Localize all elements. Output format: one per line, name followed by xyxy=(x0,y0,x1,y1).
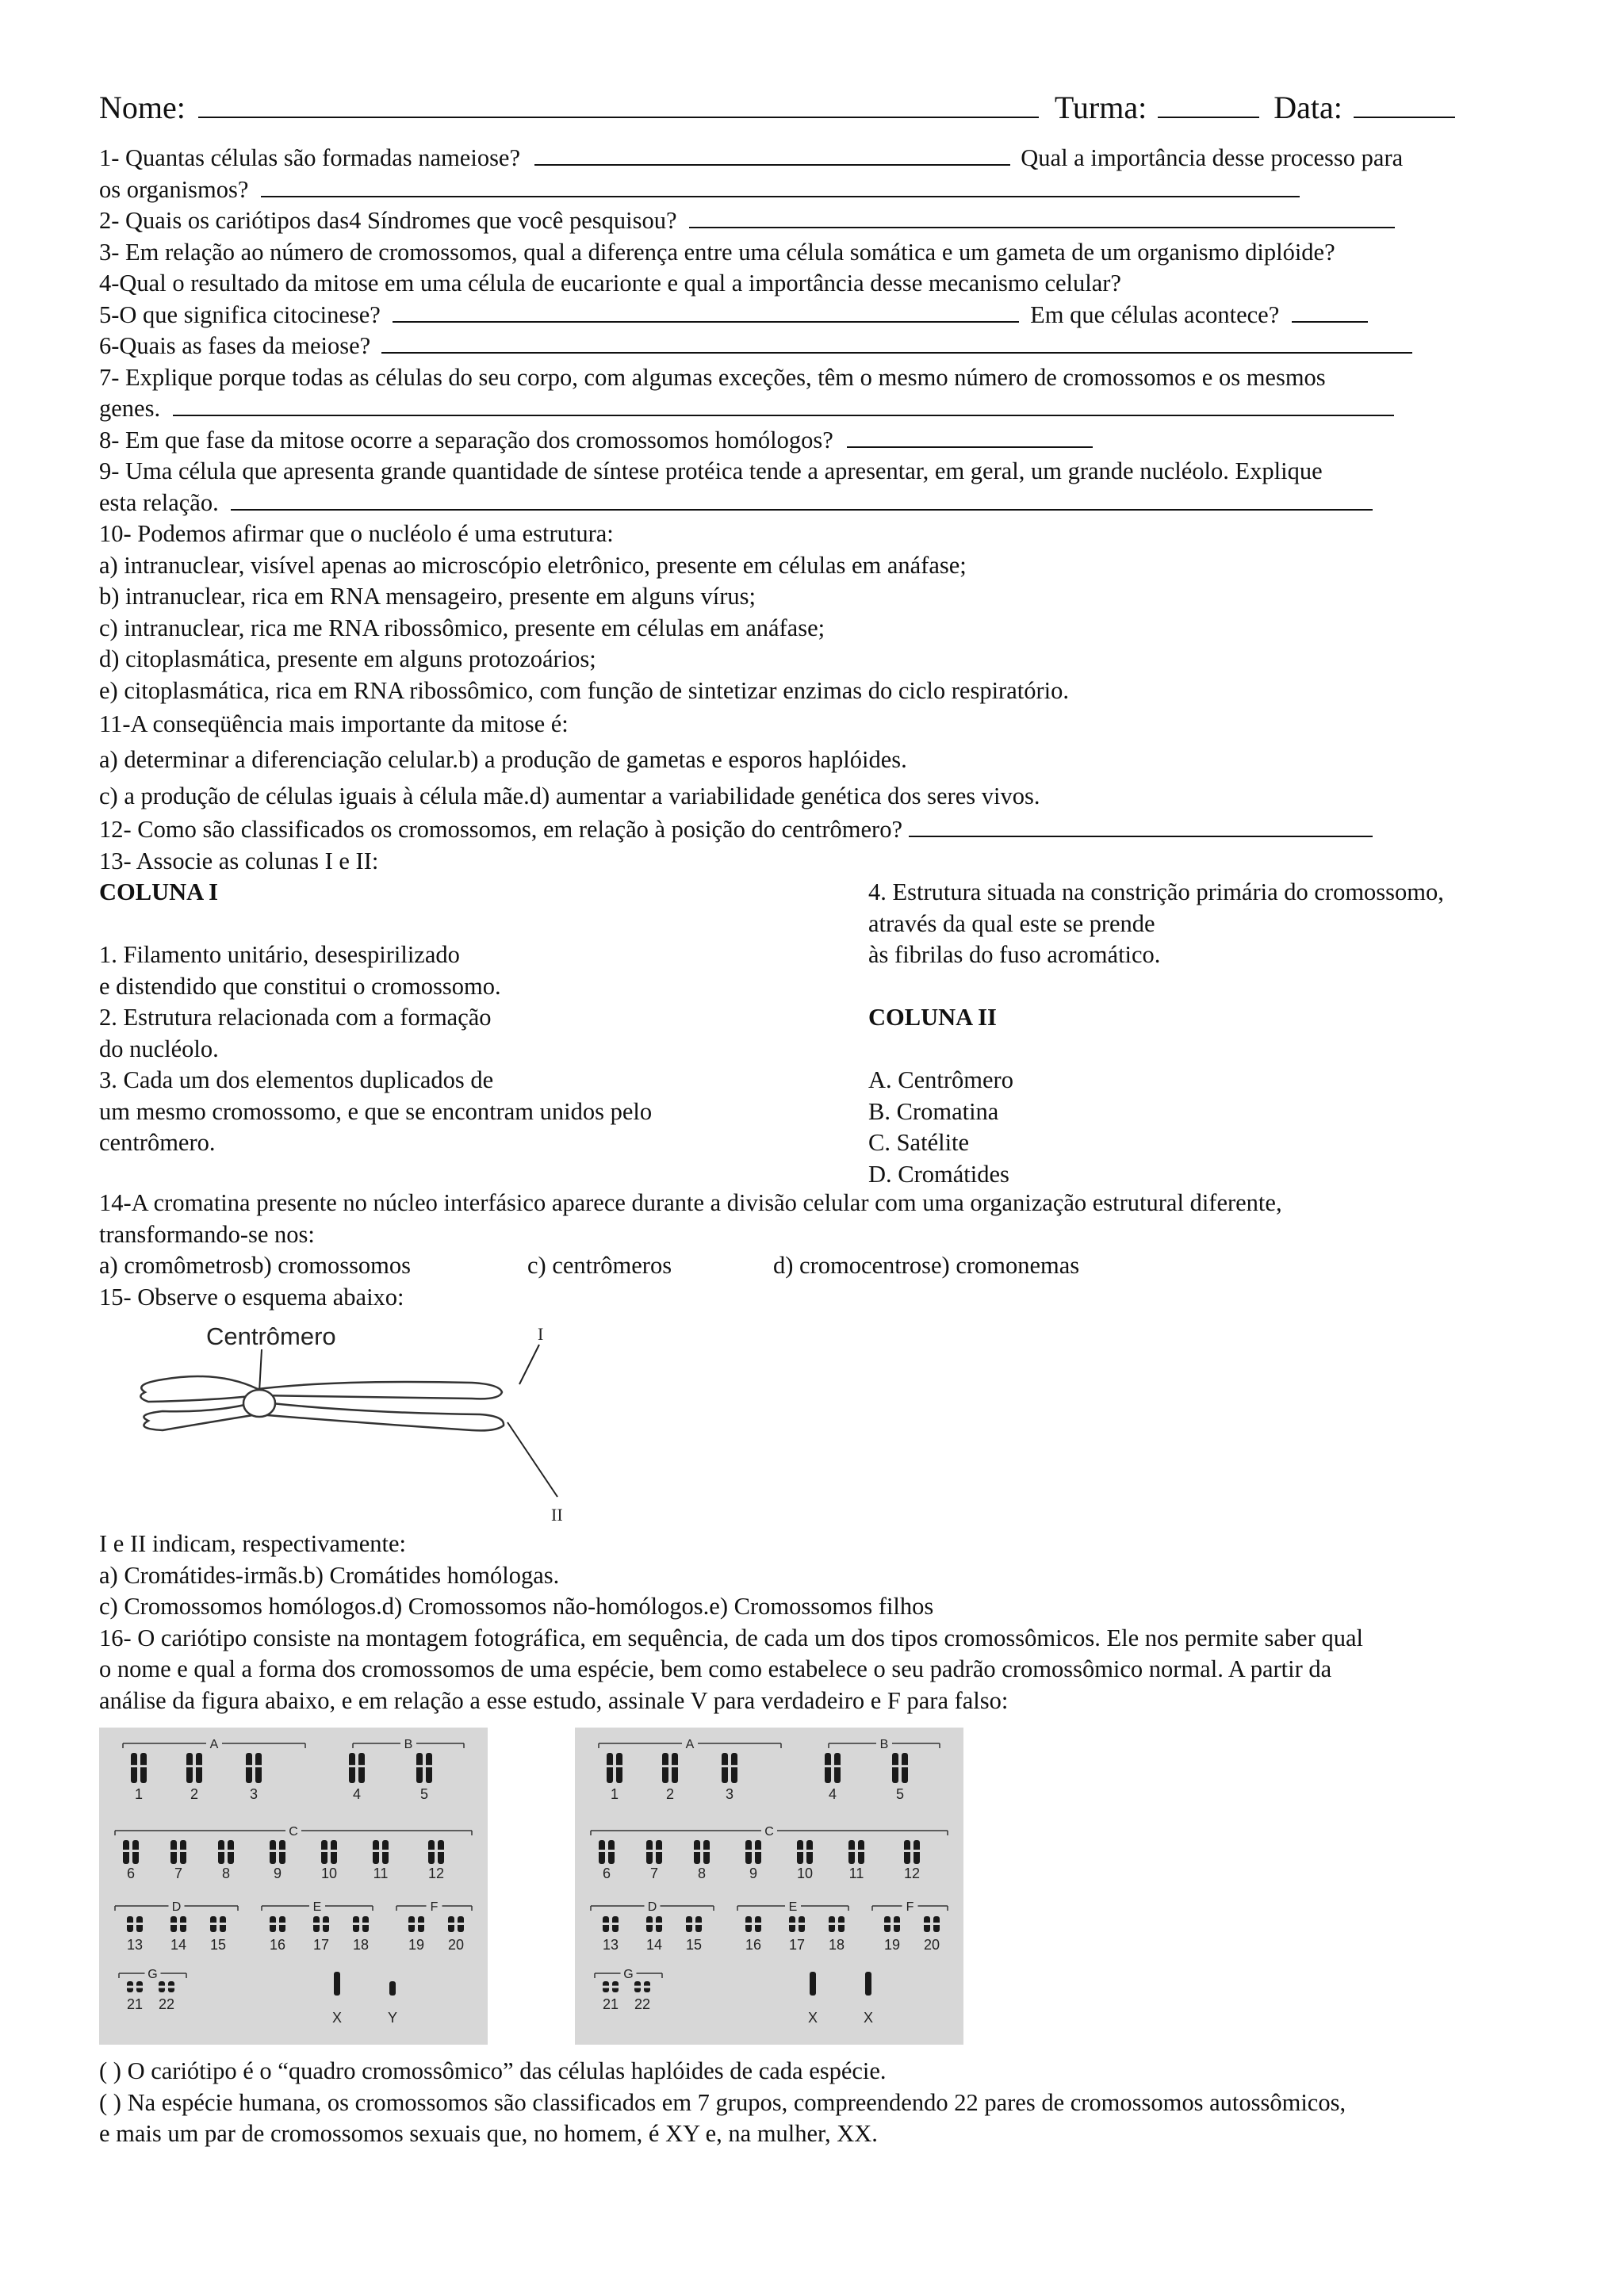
chromosome-pair xyxy=(789,1916,805,1932)
chromosome-number: 13 xyxy=(126,1937,144,1953)
answer-line[interactable] xyxy=(1292,300,1368,323)
group-label: A xyxy=(685,1738,695,1751)
question-5-text: 5-O que significa citocinese? xyxy=(99,300,381,328)
chromosome-number: 10 xyxy=(796,1866,814,1881)
chromosome-number: 15 xyxy=(209,1937,227,1953)
chromosome-pair xyxy=(797,1840,813,1864)
chromosome-number: 8 xyxy=(697,1866,707,1881)
chromosome-number: 13 xyxy=(602,1937,619,1953)
chromosome-diagram xyxy=(99,1313,1542,1529)
question-2 xyxy=(99,205,1542,237)
chromosome-number: 11 xyxy=(848,1866,864,1881)
karyotype-male-svg xyxy=(99,1728,488,2045)
statement-1: ( ) O cariótipo é o “quadro cromossômico” das células haplóides de cada espécie. xyxy=(99,2057,887,2084)
chromosome-pair xyxy=(745,1916,761,1932)
option-14-c: c) centrômeros xyxy=(527,1252,672,1279)
chromosome-pair xyxy=(246,1753,262,1783)
chromosome-pair xyxy=(349,1753,365,1783)
chromosome-number: 19 xyxy=(883,1937,901,1953)
chromosome-number: 17 xyxy=(312,1937,330,1953)
chromosome-number: 6 xyxy=(602,1866,611,1881)
chromosome-pair xyxy=(686,1916,702,1932)
option-B: B. Cromatina xyxy=(868,1097,999,1125)
karyotype-female xyxy=(575,1728,963,2045)
group-label: F xyxy=(430,1900,439,1914)
chromosome-pair xyxy=(321,1840,337,1864)
chromosome-pair xyxy=(722,1753,737,1783)
chromosome-number: 20 xyxy=(447,1937,465,1953)
chromosome-pair xyxy=(270,1840,285,1864)
chromosome-number: 14 xyxy=(170,1937,187,1953)
group-label: C xyxy=(764,1825,774,1839)
label-II: II xyxy=(551,1505,563,1525)
question-14-cont: transformando-se nos: xyxy=(99,1220,315,1248)
chromosome-pair xyxy=(603,1916,619,1932)
group-label: G xyxy=(623,1968,634,1981)
question-4: 4-Qual o resultado da mitose em uma célula de eucarionte e qual a importância desse mecanismo celular? xyxy=(99,270,1121,297)
chromosome-pair xyxy=(159,1981,174,1992)
chromosome-pair xyxy=(848,1840,864,1864)
sex-chromosome-label: X xyxy=(331,2010,343,2026)
chromosome-pair xyxy=(186,1753,202,1783)
answer-line[interactable] xyxy=(909,814,1373,837)
item-4-a: 4. Estrutura situada na constrição primária do cromossomo, xyxy=(868,878,1444,905)
question-15-prompt: I e II indicam, respectivamente: xyxy=(99,1530,406,1557)
chromosome-pair xyxy=(210,1916,226,1932)
chromosome-pair xyxy=(123,1840,139,1864)
item-4-b: através da qual este se prende xyxy=(868,909,1155,937)
answer-line[interactable] xyxy=(689,205,1395,228)
answer-line[interactable] xyxy=(381,331,1412,354)
question-7-text-2: genes. xyxy=(99,395,161,422)
chromosome-pair xyxy=(904,1840,920,1864)
chromosome-pair xyxy=(884,1916,900,1932)
statement-2-b: e mais um par de cromossomos sexuais que, no homem, é XY e, na mulher, XX. xyxy=(99,2120,878,2147)
chromosome-number: 4 xyxy=(352,1786,362,1802)
option-10-b: b) intranuclear, rica em RNA mensageiro, presente em alguns vírus; xyxy=(99,583,756,610)
chromosome-number: 19 xyxy=(408,1937,425,1953)
question-9: 9- Uma célula que apresenta grande quantidade de síntese protéica tende a apresentar, em geral, um grande nucléolo. Explique xyxy=(99,457,1323,484)
chromosome-number: 14 xyxy=(645,1937,663,1953)
match-columns xyxy=(99,877,1542,1188)
sex-chromosome xyxy=(865,1972,871,1996)
option-11-ab: a) determinar a diferenciação celular.b) a produção de gametas e esporos haplóides. xyxy=(99,746,907,773)
option-14-ab: a) cromômetrosb) cromossomos xyxy=(99,1252,412,1279)
chromosome-number: 7 xyxy=(649,1866,659,1881)
options-14 xyxy=(99,1250,1542,1282)
option-15-ab: a) Cromátides-irmãs.b) Cromátides homólogas. xyxy=(99,1561,560,1589)
answer-line[interactable] xyxy=(393,300,1019,323)
chromosome-number: 17 xyxy=(788,1937,806,1953)
chromosome-pair xyxy=(170,1916,186,1932)
chromosome-number: 2 xyxy=(665,1786,675,1802)
option-10-e: e) citoplasmática, rica em RNA ribossômico, com função de sintetizar enzimas do ciclo respiratório. xyxy=(99,676,1069,704)
chromosome-number: 5 xyxy=(895,1786,905,1802)
group-label: D xyxy=(171,1900,182,1914)
chromosome-number: 12 xyxy=(903,1866,921,1881)
option-D: D. Cromátides xyxy=(868,1160,1009,1188)
chromosome-number: 6 xyxy=(126,1866,136,1881)
chromosome-number: 5 xyxy=(419,1786,429,1802)
chromosome-number: 15 xyxy=(685,1937,703,1953)
column-2-title: COLUNA II xyxy=(868,1004,997,1031)
option-10-d: d) citoplasmática, presente em alguns protozoários; xyxy=(99,645,596,672)
chromosome-number: 7 xyxy=(174,1866,183,1881)
item-3-a: 3. Cada um dos elementos duplicados de xyxy=(99,1066,494,1093)
chromosome-pair xyxy=(313,1916,329,1932)
group-label: B xyxy=(879,1738,889,1751)
item-1-b: e distendido que constitui o cromossomo. xyxy=(99,972,501,1000)
answer-line[interactable] xyxy=(231,488,1373,511)
turma-label: Turma: xyxy=(1054,90,1147,125)
chromosome-number: 18 xyxy=(828,1937,845,1953)
sex-chromosome-label: Y xyxy=(387,2010,398,2026)
question-16-c: análise da figura abaixo, e em relação a esse estudo, assinale V para verdadeiro e F para falso: xyxy=(99,1686,1009,1714)
item-3-b: um mesmo cromossomo, e que se encontram unidos pelo xyxy=(99,1097,653,1125)
question-10: 10- Podemos afirmar que o nucléolo é uma estrutura: xyxy=(99,520,614,547)
option-14-de: d) cromocentrose) cromonemas xyxy=(773,1252,1080,1279)
label-I: I xyxy=(538,1324,544,1344)
question-1-text: 1- Quantas células são formadas nameiose? xyxy=(99,144,521,171)
chromosome-pair xyxy=(170,1840,186,1864)
turma-field[interactable] xyxy=(1158,90,1259,118)
question-1-text-2: Qual a importância desse processo para xyxy=(1021,144,1404,171)
chromosome-pair xyxy=(408,1916,424,1932)
item-3-c: centrômero. xyxy=(99,1129,216,1156)
chromosome-pair xyxy=(646,1916,662,1932)
chromosome-pair xyxy=(662,1753,678,1783)
chromosome-pair xyxy=(599,1840,615,1864)
karyotype-figures xyxy=(99,1728,1542,2045)
column-1-title: COLUNA I xyxy=(99,878,218,905)
item-2-b: do nucléolo. xyxy=(99,1035,219,1062)
chromosome-pair xyxy=(924,1916,940,1932)
sex-chromosome xyxy=(389,1981,396,1996)
option-C: C. Satélite xyxy=(868,1129,970,1156)
spacer xyxy=(99,909,860,940)
question-13: 13- Associe as colunas I e II: xyxy=(99,847,379,874)
chromosome-number: 12 xyxy=(427,1866,445,1881)
question-5-text-2: Em que células acontece? xyxy=(1030,300,1280,328)
chromosome-pair xyxy=(416,1753,432,1783)
chromosome-number: 22 xyxy=(158,1996,175,2012)
question-6-text: 6-Quais as fases da meiose? xyxy=(99,332,371,359)
column-2 xyxy=(868,877,1542,1190)
sex-chromosome xyxy=(810,1972,816,1996)
answer-line[interactable] xyxy=(534,143,1010,166)
chromosome-number: 10 xyxy=(320,1866,338,1881)
item-1-a: 1. Filamento unitário, desespirilizado xyxy=(99,941,460,968)
question-3: 3- Em relação ao número de cromossomos, qual a diferença entre uma célula somática e um gameta de um organismo diplóide? xyxy=(99,238,1335,266)
question-11: 11-A conseqüência mais importante da mitose é: xyxy=(99,710,569,737)
chromosome-figure xyxy=(99,1313,591,1529)
chromosome-pair xyxy=(127,1916,143,1932)
question-9-cont xyxy=(99,488,1542,519)
option-10-c: c) intranuclear, rica me RNA ribossômico, presente em células em anáfase; xyxy=(99,614,825,641)
group-label: B xyxy=(404,1738,413,1751)
question-8-text: 8- Em que fase da mitose ocorre a separação dos cromossomos homólogos? xyxy=(99,426,833,453)
chromosome-pair xyxy=(127,1981,143,1992)
question-7-cont xyxy=(99,393,1542,425)
question-2-text: 2- Quais os cariótipos das4 Síndromes que você pesquisou? xyxy=(99,207,677,234)
karyotype-male xyxy=(99,1728,488,2045)
chromosome-number: 1 xyxy=(134,1786,144,1802)
group-label: E xyxy=(788,1900,798,1914)
answer-line[interactable] xyxy=(847,425,1093,448)
item-4-c: às fibrilas do fuso acromático. xyxy=(868,941,1161,968)
group-label: G xyxy=(147,1968,158,1981)
karyotype-female-svg xyxy=(575,1728,963,2045)
data-field[interactable] xyxy=(1354,90,1455,118)
question-5 xyxy=(99,300,1542,331)
chromosome-number: 9 xyxy=(749,1866,758,1881)
sex-chromosome xyxy=(334,1972,340,1996)
nome-field[interactable] xyxy=(198,90,1039,118)
chromosome-number: 21 xyxy=(126,1996,144,2012)
header-row xyxy=(99,87,1542,143)
question-1-text-3: os organismos? xyxy=(99,175,249,203)
group-label: A xyxy=(209,1738,219,1751)
question-14: 14-A cromatina presente no núcleo interfásico aparece durante a divisão celular com uma organização estrutural diferente, xyxy=(99,1189,1282,1216)
chromosome-number: 2 xyxy=(190,1786,199,1802)
answer-line[interactable] xyxy=(173,393,1394,416)
chromosome-number: 8 xyxy=(221,1866,231,1881)
answer-line[interactable] xyxy=(261,174,1300,197)
chromosome-pair xyxy=(603,1981,619,1992)
chromosome-pair xyxy=(634,1981,650,1992)
chromosome-pair xyxy=(829,1916,845,1932)
chromosome-pair xyxy=(448,1916,464,1932)
question-1-cont xyxy=(99,174,1542,206)
question-12-text: 12- Como são classificados os cromossomos, em relação à posição do centrômero? xyxy=(99,816,902,843)
chromosome-pair xyxy=(892,1753,908,1783)
statement-2-a: ( ) Na espécie humana, os cromossomos são classificados em 7 grupos, compreendendo 22 pares de cromossomos autossômicos, xyxy=(99,2088,1346,2116)
question-9-text-2: esta relação. xyxy=(99,488,219,516)
nome-label: Nome: xyxy=(99,90,186,125)
spacer xyxy=(868,971,1542,1003)
chromosome-number: 1 xyxy=(610,1786,619,1802)
chromosome-pair xyxy=(131,1753,147,1783)
question-12 xyxy=(99,814,1542,846)
chromosome-number: 21 xyxy=(602,1996,619,2012)
chromosome-number: 9 xyxy=(273,1866,282,1881)
group-label: F xyxy=(906,1900,914,1914)
spacer xyxy=(868,1034,1542,1066)
worksheet xyxy=(99,87,1542,2150)
chromosome-pair xyxy=(428,1840,444,1864)
chromosome-pair xyxy=(373,1840,389,1864)
option-A: A. Centrômero xyxy=(868,1066,1013,1093)
chromosome-number: 16 xyxy=(745,1937,762,1953)
chromosome-pair xyxy=(646,1840,662,1864)
data-label: Data: xyxy=(1274,90,1342,125)
column-1 xyxy=(99,877,860,1159)
chromosome-number: 22 xyxy=(634,1996,651,2012)
chromosome-pair xyxy=(270,1916,285,1932)
question-16-b: o nome e qual a forma dos cromossomos de uma espécie, bem como estabelece o seu padrão cromossômico normal. A partir da xyxy=(99,1655,1332,1682)
chromosome-pair xyxy=(353,1916,369,1932)
group-label: C xyxy=(289,1825,298,1839)
chromosome-pair xyxy=(825,1753,841,1783)
item-2-a: 2. Estrutura relacionada com a formação xyxy=(99,1004,492,1031)
sex-chromosome-label: X xyxy=(807,2010,818,2026)
question-16-a: 16- O cariótipo consiste na montagem fotográfica, em sequência, de cada um dos tipos cromossômicos. Ele nos permite saber qual xyxy=(99,1624,1364,1651)
group-label: D xyxy=(647,1900,657,1914)
question-6 xyxy=(99,331,1542,362)
group-label: E xyxy=(312,1900,322,1914)
option-10-a: a) intranuclear, visível apenas ao microscópio eletrônico, presente em células em anáfase; xyxy=(99,551,967,579)
chromosome-pair xyxy=(694,1840,710,1864)
chromosome-pair xyxy=(218,1840,234,1864)
chromosome-number: 3 xyxy=(725,1786,734,1802)
question-7: 7- Explique porque todas as células do seu corpo, com algumas exceções, têm o mesmo número de cromossomos e os mesmos xyxy=(99,363,1326,391)
chromosome-number: 3 xyxy=(249,1786,259,1802)
question-1 xyxy=(99,143,1542,174)
chromosome-pair xyxy=(745,1840,761,1864)
question-8 xyxy=(99,425,1542,457)
chromosome-number: 18 xyxy=(352,1937,370,1953)
centromere-label: Centrômero xyxy=(206,1322,336,1350)
chromosome-number: 16 xyxy=(269,1937,286,1953)
question-15: 15- Observe o esquema abaixo: xyxy=(99,1283,404,1311)
chromosome-pair xyxy=(607,1753,622,1783)
chromosome-number: 20 xyxy=(923,1937,940,1953)
sex-chromosome-label: X xyxy=(863,2010,874,2026)
chromosome-number: 11 xyxy=(373,1866,389,1881)
chromosome-number: 4 xyxy=(828,1786,837,1802)
option-15-cde: c) Cromossomos homólogos.d) Cromossomos não-homólogos.e) Cromossomos filhos xyxy=(99,1593,934,1620)
option-11-cd: c) a produção de células iguais à célula mãe.d) aumentar a variabilidade genética dos seres vivos. xyxy=(99,783,1040,809)
